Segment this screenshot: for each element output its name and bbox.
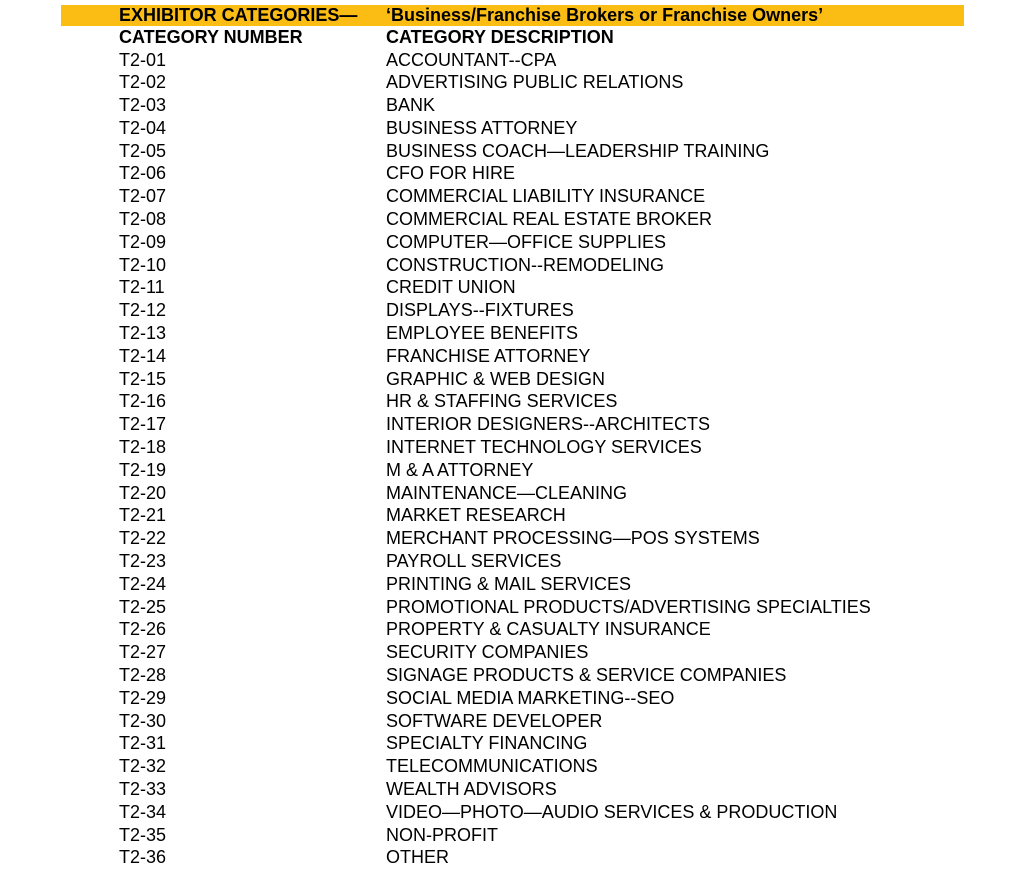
- table-row: [0, 208, 1024, 231]
- category-number: T2-11: [119, 277, 165, 298]
- category-description: VIDEO—PHOTO—AUDIO SERVICES & PRODUCTION: [386, 801, 838, 822]
- category-number: T2-17: [119, 414, 167, 435]
- category-description: M & A ATTORNEY: [386, 459, 534, 480]
- table-row: [0, 94, 1024, 117]
- category-description: MARKET RESEARCH: [386, 505, 566, 526]
- category-number: T2-33: [119, 779, 167, 799]
- category-description: CFO FOR HIRE: [386, 163, 515, 184]
- table-row: [0, 550, 1024, 573]
- category-number: T2-03: [119, 95, 167, 116]
- category-number: T2-07: [119, 186, 167, 207]
- table-row: [0, 732, 1024, 755]
- table-row: [0, 185, 1024, 208]
- category-number: T2-29: [119, 687, 167, 708]
- table-row: [0, 664, 1024, 687]
- category-number: T2-22: [119, 528, 167, 549]
- table-row: [0, 322, 1024, 345]
- table-row: [0, 755, 1024, 778]
- category-number: T2-10: [119, 254, 167, 275]
- category-description: OTHER: [386, 847, 449, 868]
- category-description: PAYROLL SERVICES: [386, 551, 562, 572]
- category-description: INTERIOR DESIGNERS--ARCHITECTS: [386, 414, 711, 435]
- category-description: BUSINESS COACH—LEADERSHIP TRAINING: [386, 140, 770, 161]
- category-number: T2-16: [119, 391, 167, 412]
- category-number: T2-34: [119, 801, 167, 822]
- category-number: T2-14: [119, 345, 167, 366]
- category-number: T2-35: [119, 824, 167, 845]
- category-description: BUSINESS ATTORNEY: [386, 117, 578, 138]
- table-row: [0, 687, 1024, 710]
- category-description: COMMERCIAL LIABILITY INSURANCE: [386, 186, 706, 207]
- category-description: COMMERCIAL REAL ESTATE BROKER: [386, 209, 713, 230]
- category-number: T2-27: [119, 642, 167, 663]
- category-number: T2-02: [119, 72, 167, 93]
- category-description: CONSTRUCTION--REMODELING: [386, 254, 664, 275]
- table-row: [0, 846, 1024, 869]
- category-description: SOCIAL MEDIA MARKETING--SEO: [386, 687, 675, 708]
- table-row: [0, 596, 1024, 619]
- category-description: DISPLAYS--FIXTURES: [386, 300, 574, 321]
- table-row: [0, 482, 1024, 505]
- category-number: T2-24: [119, 573, 167, 594]
- table-row: [0, 368, 1024, 391]
- category-description: ADVERTISING PUBLIC RELATIONS: [386, 72, 684, 93]
- category-description: MERCHANT PROCESSING—POS SYSTEMS: [386, 528, 760, 549]
- table-row: [0, 140, 1024, 163]
- table-row: [0, 413, 1024, 436]
- category-number: T2-23: [119, 551, 167, 572]
- category-description: BANK: [386, 95, 436, 116]
- table-row: [0, 299, 1024, 322]
- category-number: T2-26: [119, 619, 167, 640]
- category-number: T2-13: [119, 323, 167, 344]
- column-header-number: CATEGORY NUMBER: [119, 27, 303, 47]
- table-row: [0, 710, 1024, 733]
- table-row: [0, 641, 1024, 664]
- table-header: [0, 26, 1024, 49]
- table-row: [0, 824, 1024, 847]
- table-row: [0, 618, 1024, 641]
- category-description: CREDIT UNION: [386, 277, 516, 298]
- category-description: GRAPHIC & WEB DESIGN: [386, 368, 606, 389]
- category-number: T2-30: [119, 710, 167, 731]
- category-number: T2-31: [119, 733, 167, 754]
- category-number: T2-06: [119, 163, 167, 184]
- table-row: [0, 276, 1024, 299]
- table-row: [0, 504, 1024, 527]
- table-row: [0, 573, 1024, 596]
- category-table: [0, 49, 1024, 870]
- title-banner: [61, 5, 964, 26]
- category-description: SPECIALTY FINANCING: [386, 733, 588, 754]
- table-row: [0, 801, 1024, 824]
- column-header-description: CATEGORY DESCRIPTION: [386, 27, 614, 47]
- category-number: T2-12: [119, 300, 167, 321]
- category-number: T2-18: [119, 437, 167, 458]
- category-description: SOFTWARE DEVELOPER: [386, 710, 603, 731]
- category-description: PRINTING & MAIL SERVICES: [386, 573, 632, 594]
- table-row: [0, 345, 1024, 368]
- table-row: [0, 117, 1024, 140]
- table-row: [0, 71, 1024, 94]
- category-number: T2-08: [119, 209, 167, 230]
- table-row: [0, 778, 1024, 801]
- category-description: ACCOUNTANT--CPA: [386, 49, 557, 70]
- category-number: T2-20: [119, 482, 167, 503]
- category-description: TELECOMMUNICATIONS: [386, 756, 598, 777]
- category-number: T2-04: [119, 117, 167, 138]
- category-number: T2-15: [119, 368, 167, 389]
- table-row: [0, 459, 1024, 482]
- category-description: SIGNAGE PRODUCTS & SERVICE COMPANIES: [386, 665, 787, 686]
- category-description: PROMOTIONAL PRODUCTS/ADVERTISING SPECIALTIES: [386, 596, 871, 617]
- category-number: T2-21: [119, 505, 167, 526]
- category-description: HR & STAFFING SERVICES: [386, 391, 618, 412]
- category-description: MAINTENANCE—CLEANING: [386, 482, 628, 503]
- category-description: EMPLOYEE BENEFITS: [386, 323, 579, 344]
- category-number: T2-09: [119, 231, 167, 252]
- category-number: T2-28: [119, 665, 167, 686]
- category-description: WEALTH ADVISORS: [386, 779, 557, 799]
- category-number: T2-05: [119, 140, 167, 161]
- category-number: T2-25: [119, 596, 167, 617]
- category-number: T2-36: [119, 847, 167, 868]
- category-description: NON-PROFIT: [386, 824, 498, 845]
- category-number: T2-32: [119, 756, 167, 777]
- category-description: INTERNET TECHNOLOGY SERVICES: [386, 437, 702, 458]
- banner-subtitle: ‘Business/Franchise Brokers or Franchise Owners’: [386, 5, 824, 25]
- category-description: PROPERTY & CASUALTY INSURANCE: [386, 619, 711, 640]
- category-number: T2-19: [119, 459, 167, 480]
- category-description: COMPUTER—OFFICE SUPPLIES: [386, 231, 667, 252]
- category-description: SECURITY COMPANIES: [386, 642, 589, 663]
- category-description: FRANCHISE ATTORNEY: [386, 345, 591, 366]
- category-number: T2-01: [119, 49, 167, 70]
- table-row: [0, 49, 1024, 72]
- banner-title: EXHIBITOR CATEGORIES—: [119, 5, 358, 25]
- table-row: [0, 390, 1024, 413]
- table-row: [0, 162, 1024, 185]
- table-row: [0, 527, 1024, 550]
- table-row: [0, 231, 1024, 254]
- table-row: [0, 436, 1024, 459]
- table-row: [0, 254, 1024, 277]
